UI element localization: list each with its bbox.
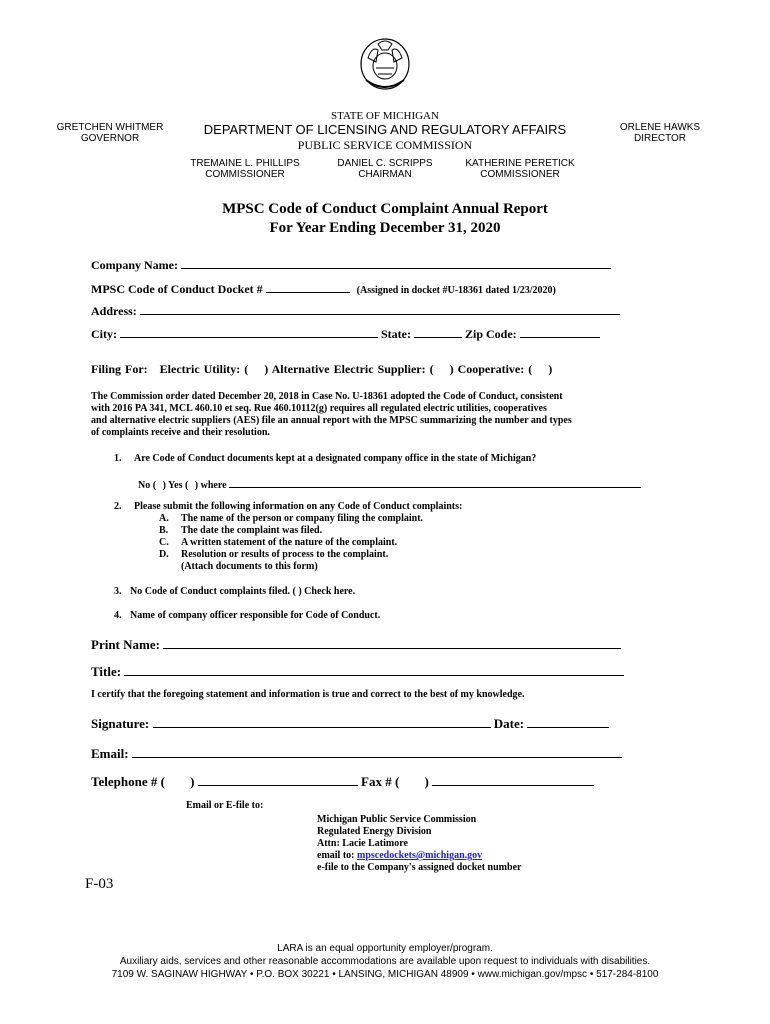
mpsc-email-link[interactable]: mpscedockets@michigan.gov <box>357 850 483 861</box>
electric-utility-checkbox[interactable]: Electric Utility: ( <box>159 362 249 376</box>
state-heading: STATE OF MICHIGAN <box>331 110 439 122</box>
commissioner-2 <box>320 158 450 180</box>
close-paren: ) <box>548 362 553 376</box>
sub-text: The name of the person or company filing the complaint. <box>181 513 424 524</box>
form-id: F-03 <box>85 876 114 892</box>
phone-fax-row <box>91 772 594 790</box>
report-title <box>135 200 635 238</box>
footer-line: Auxiliary aids, services and other reasonable accommodations are available upon request to individuals with disabilities. <box>119 956 651 967</box>
fax-field[interactable] <box>432 772 594 786</box>
sub-item <box>159 525 462 537</box>
city-field[interactable] <box>120 325 378 338</box>
commissioner-title: COMMISSIONER <box>205 169 285 180</box>
question-number: 2. <box>114 501 122 512</box>
title-row <box>91 662 624 680</box>
city-row <box>91 325 600 342</box>
intro-line: and alternative electric suppliers (AES) file an annual report with the MPSC summarizing the number and types <box>91 415 572 426</box>
question-text: Are Code of Conduct documents kept at a designated company office in the state of Michigan? <box>134 453 537 464</box>
docket-label: MPSC Code of Conduct Docket # <box>91 282 263 296</box>
sub-text: The date the complaint was filed. <box>181 525 323 536</box>
sub-text: A written statement of the nature of the complaint. <box>181 537 398 548</box>
sub-letter: A. <box>159 513 169 524</box>
sub-text: Resolution or results of process to the complaint. <box>181 549 389 560</box>
fax-label: Fax # ( <box>361 774 400 789</box>
docket-note: (Assigned in docket #U-18361 dated 1/23/2020) <box>356 285 556 296</box>
email-to-label: email to: <box>317 850 355 861</box>
governor-name: GRETCHEN WHITMER <box>56 122 164 133</box>
signature-row <box>91 714 609 732</box>
sub-letter: B. <box>159 525 169 536</box>
address-label: Address: <box>91 304 137 318</box>
telephone-label: Telephone # ( <box>91 774 165 789</box>
cooperative-checkbox[interactable]: ) Cooperative: ( <box>449 362 533 376</box>
no-complaints-checkbox[interactable]: No Code of Conduct complaints filed. ( ) Check here. <box>130 586 356 597</box>
mailing-line: Michigan Public Service Commission <box>317 814 477 825</box>
question-number: 1. <box>114 453 122 464</box>
footer <box>0 942 770 981</box>
question-3 <box>114 586 355 597</box>
commissioner-name: DANIEL C. SCRIPPS <box>337 158 433 169</box>
print-name-field[interactable] <box>163 635 621 649</box>
question-number: 3. <box>114 586 122 597</box>
mailing-line: Attn: Lacie Latimore <box>317 838 408 849</box>
sub-item <box>159 537 462 549</box>
email-label: Email: <box>91 746 129 761</box>
fax-close-paren: ) <box>424 774 429 789</box>
no-checkbox[interactable]: No ( <box>138 480 157 491</box>
director-block <box>590 122 730 144</box>
print-name-row <box>91 635 621 653</box>
commissioner-title: CHAIRMAN <box>358 169 412 180</box>
commissioner-title: COMMISSIONER <box>480 169 560 180</box>
zip-label: Zip Code: <box>465 327 517 341</box>
question-1 <box>114 453 536 464</box>
date-field[interactable] <box>527 714 609 728</box>
company-name-label: Company Name: <box>91 258 178 272</box>
intro-line: The Commission order dated December 20, 2018 in Case No. U-18361 adopted the Code of Conduct, consistent <box>91 391 563 402</box>
commissioner-name: TREMAINE L. PHILLIPS <box>190 158 300 169</box>
company-name-row <box>91 256 611 273</box>
mailing-line: Regulated Energy Division <box>317 826 432 837</box>
mailing-address <box>317 814 521 874</box>
title-field[interactable] <box>124 662 624 676</box>
date-label: Date: <box>493 716 525 731</box>
attach-note: (Attach documents to this form) <box>181 561 318 572</box>
email-row <box>91 744 622 762</box>
commissioner-1 <box>180 158 310 180</box>
question-text: Name of company officer responsible for Code of Conduct. <box>130 610 381 621</box>
governor-block <box>40 122 180 144</box>
address-field[interactable] <box>140 302 620 315</box>
address-row <box>91 302 620 319</box>
commissioner-3 <box>450 158 590 180</box>
zip-field[interactable] <box>520 325 600 338</box>
sub-letter: D. <box>159 549 169 560</box>
question-4 <box>114 610 380 621</box>
sub-item <box>159 513 462 525</box>
sub-item <box>159 549 462 561</box>
email-field[interactable] <box>132 744 622 758</box>
governor-title: GOVERNOR <box>80 133 140 144</box>
filing-for-row <box>91 362 552 377</box>
footer-line: LARA is an equal opportunity employer/program. <box>277 943 493 954</box>
certify-statement: I certify that the foregoing statement and information is true and correct to the best of my knowledge. <box>91 689 525 700</box>
alt-supplier-checkbox[interactable]: ) Alternative Electric Supplier: ( <box>264 362 434 376</box>
docket-field[interactable] <box>266 280 350 293</box>
telephone-field[interactable] <box>198 772 358 786</box>
question-2 <box>114 501 462 573</box>
director-name: ORLENE HAWKS <box>619 122 701 133</box>
intro-paragraph <box>91 391 691 439</box>
question-1-answer <box>138 477 641 491</box>
company-name-field[interactable] <box>181 256 611 269</box>
where-label: ) where <box>194 480 227 491</box>
signature-field[interactable] <box>153 714 491 728</box>
filing-for-label: Filing For: <box>91 362 148 376</box>
department-heading: DEPARTMENT OF LICENSING AND REGULATORY AFFAIRS <box>203 122 567 137</box>
commissioner-name: KATHERINE PERETICK <box>465 158 575 169</box>
question-text: Please submit the following information on any Code of Conduct complaints: <box>134 501 463 512</box>
intro-line: with 2016 PA 341, MCL 460.10 et seq. Rue 460.10112(g) requires all regulated electric utilities, cooperatives <box>91 403 547 414</box>
efile-label: Email or E-file to: <box>186 800 264 811</box>
state-label: State: <box>381 327 411 341</box>
print-name-label: Print Name: <box>91 637 160 652</box>
footer-address: 7109 W. SAGINAW HIGHWAY • P.O. BOX 30221 • LANSING, MICHIGAN 48909 • www.michigan.gov/mpsc • 517-284-8100 <box>111 969 659 980</box>
question-number: 4. <box>114 610 122 621</box>
report-title-line2: For Year Ending December 31, 2020 <box>269 220 501 236</box>
where-field[interactable] <box>229 477 641 488</box>
city-label: City: <box>91 327 117 341</box>
yes-checkbox[interactable]: ) Yes ( <box>162 480 189 491</box>
docket-row <box>91 280 556 297</box>
intro-line: of complaints receive and their resolution. <box>91 427 270 438</box>
tel-close-paren: ) <box>190 774 195 789</box>
director-title: DIRECTOR <box>633 133 687 144</box>
efile-note: e-file to the Company's assigned docket number <box>317 862 522 873</box>
title-label: Title: <box>91 664 122 679</box>
sub-letter: C. <box>159 537 169 548</box>
signature-label: Signature: <box>91 716 150 731</box>
state-field[interactable] <box>414 325 462 338</box>
commission-heading: PUBLIC SERVICE COMMISSION <box>297 138 473 152</box>
michigan-seal <box>358 36 412 92</box>
report-title-line1: MPSC Code of Conduct Complaint Annual Report <box>222 201 548 217</box>
